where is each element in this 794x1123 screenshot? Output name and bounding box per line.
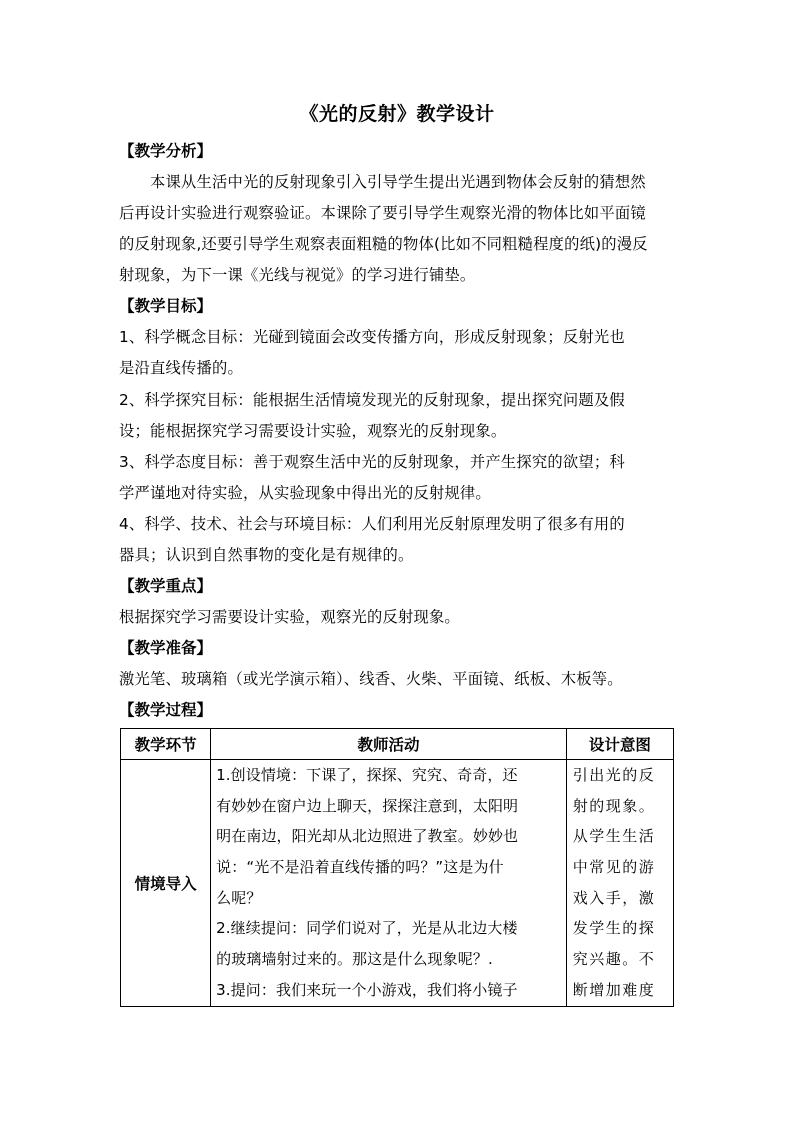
goal-line: 学严谨地对待实验，从实验现象中得出光的反射规律。: [119, 484, 491, 502]
goal-line: 3、科学态度目标：善于观察生活中光的反射现象，并产生探究的欲望；科: [119, 453, 625, 471]
goal-line: 4、科学、技术、社会与环境目标：人们利用光反射原理发明了很多有用的: [119, 515, 625, 533]
goal-line: 1、科学概念目标：光碰到镜面会改变传播方向，形成反射现象；反射光也: [119, 328, 625, 346]
section-heading-process: 【教学过程】: [119, 701, 213, 719]
focus-line: 根据探究学习需要设计实验，观察光的反射现象。: [119, 608, 460, 626]
intent-line: 究兴趣。不: [572, 950, 656, 969]
section-heading-prep: 【教学准备】: [119, 639, 213, 657]
header-intent: 设计意图: [566, 729, 673, 760]
activity-line: 2.继续提问：同学们说对了，光是从北边大楼: [216, 919, 518, 938]
table-row: [121, 760, 674, 1007]
section-heading-focus: 【教学重点】: [119, 577, 213, 595]
activity-cell: [211, 760, 567, 1007]
activity-line: 的玻璃墙射过来的。那这是什么现象呢？.: [216, 950, 493, 969]
analysis-line: 本课从生活中光的反射现象引入引导学生提出光遇到物体会反射的猜想然: [150, 173, 646, 191]
activity-line: 明在南边，阳光却从北边照进了教室。妙妙也: [216, 827, 519, 846]
intent-cell: [566, 760, 673, 1007]
activity-line: 么呢？: [216, 888, 262, 907]
goal-line: 器具；认识到自然事物的变化是有规律的。: [119, 546, 414, 564]
activity-line: 3.提问：我们来玩一个小游戏，我们将小镜子: [216, 980, 518, 999]
intent-line: 射的现象。: [572, 796, 656, 815]
intent-line: 发学生的探: [572, 919, 656, 938]
goal-line: 2、科学探究目标：能根据生活情境发现光的反射现象，提出探究问题及假: [119, 391, 625, 409]
goal-line: 是沿直线传播的。: [119, 359, 243, 377]
analysis-line: 的反射现象,还要引导学生观察表面粗糙的物体(比如不同粗糙程度的纸)的漫反: [119, 235, 648, 253]
header-stage: 教学环节: [121, 729, 211, 760]
activity-line: 有妙妙在窗户边上聊天，探探注意到，太阳明: [216, 796, 519, 815]
analysis-line: 射现象，为下一课《光线与视觉》的学习进行铺垫。: [119, 266, 476, 284]
activity-line: 1.创设情境：下课了，探探、究究、奇奇，还: [216, 766, 518, 784]
goal-line: 设；能根据探究学习需要设计实验，观察光的反射现象。: [119, 422, 507, 440]
intent-line: 断增加难度: [572, 980, 656, 999]
intent-line: 引出光的反: [572, 766, 656, 784]
activity-line: 说：“光不是沿着直线传播的吗？”这是为什: [216, 858, 504, 877]
document-title: 《光的反射》教学设计: [299, 103, 495, 125]
header-activity: 教师活动: [211, 729, 567, 760]
intent-line: 戏入手，激: [572, 888, 656, 907]
table-header-row: [121, 729, 674, 760]
process-table: [120, 728, 674, 1007]
section-heading-goals: 【教学目标】: [119, 297, 213, 315]
analysis-line: 后再设计实验进行观察验证。本课除了要引导学生观察光滑的物体比如平面镜: [119, 204, 646, 222]
intent-line: 中常见的游: [572, 858, 656, 877]
prep-line: 激光笔、玻璃箱（或光学演示箱）、线香、火柴、平面镜、纸板、木板等。: [119, 670, 623, 688]
section-heading-analysis: 【教学分析】: [119, 142, 213, 160]
intent-line: 从学生生活: [572, 827, 656, 846]
stage-cell: 情境导入: [121, 760, 211, 1007]
